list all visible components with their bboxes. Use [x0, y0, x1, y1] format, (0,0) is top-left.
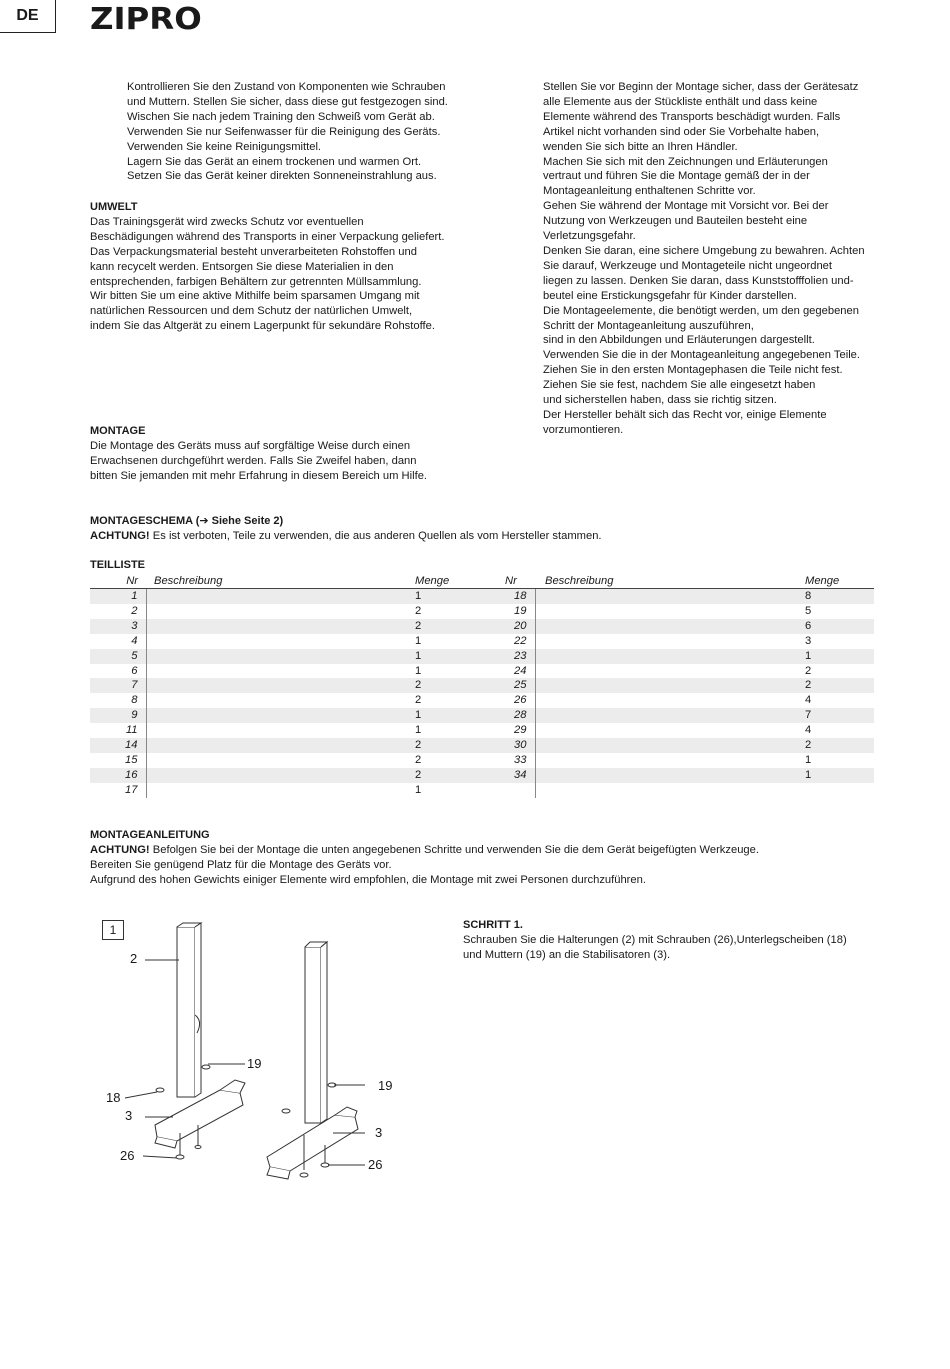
part-description — [535, 604, 805, 619]
part-number: 25 — [505, 678, 535, 693]
brand-logo: ZIPRO — [90, 2, 202, 37]
language-badge: DE — [0, 0, 56, 33]
part-number: 8 — [90, 693, 146, 708]
montageschema-warning — [90, 529, 890, 544]
callout-26-right: 26 — [368, 1157, 383, 1172]
callout-3-left: 3 — [125, 1108, 133, 1123]
callout-19-left: 19 — [247, 1056, 262, 1071]
part-description — [535, 708, 805, 723]
part-description — [535, 693, 805, 708]
header-nr-2: Nr — [505, 573, 535, 589]
part-description — [535, 634, 805, 649]
empty-cell — [805, 783, 874, 798]
part-quantity: 6 — [805, 619, 874, 634]
part-number: 33 — [505, 753, 535, 768]
part-number: 1 — [90, 589, 146, 604]
parts-table-header — [90, 573, 874, 589]
part-quantity: 8 — [805, 589, 874, 604]
part-number: 5 — [90, 649, 146, 664]
part-quantity: 2 — [415, 694, 422, 707]
part-number: 17 — [90, 783, 146, 798]
part-number: 22 — [505, 634, 535, 649]
part-number: 19 — [505, 604, 535, 619]
part-number: 14 — [90, 738, 146, 753]
step-1-illustration — [95, 915, 415, 1190]
part-quantity: 1 — [415, 708, 505, 723]
stabilizer-3-left — [155, 1090, 243, 1141]
part-number: 16 — [90, 768, 146, 783]
warning-label: ACHTUNG! — [90, 529, 150, 542]
table-row — [90, 619, 874, 634]
part-quantity: 1 — [415, 589, 505, 604]
part-number: 4 — [90, 634, 146, 649]
part-quantity: 5 — [805, 604, 812, 617]
part-quantity: 1 — [805, 649, 874, 664]
table-row — [90, 753, 874, 768]
part-description — [535, 619, 805, 634]
part-description — [146, 619, 415, 634]
header-menge: Menge — [415, 573, 505, 589]
table-row — [90, 783, 874, 798]
part-quantity: 1 — [805, 753, 812, 766]
part-description — [146, 723, 415, 738]
maintenance-text: Kontrollieren Sie den Zustand von Komponenten wie Schrauben und Muttern. Stellen Sie sicher, dass diese gut festgezogen sind. Wischen Sie nach jedem Training den Schweiß vom Gerät ab. Verwenden Sie nur Seifenwasser für die Reinigung des Geräts. Verwenden Sie keine Reinigungsmittel. Lagern Sie das Gerät an einem trockenen und warmen Ort. Setzen Sie das Gerät keiner direkten Sonneneinstrahlung aus. — [127, 81, 448, 183]
table-row — [90, 589, 874, 604]
part-description — [146, 589, 415, 604]
part-quantity: 1 — [805, 768, 874, 783]
part-quantity: 2 — [805, 678, 874, 693]
montage-heading: MONTAGE — [90, 425, 146, 437]
callout-18: 18 — [106, 1090, 121, 1105]
upright-2-left — [177, 927, 195, 1097]
header-description-2: Beschreibung — [535, 573, 805, 589]
part-quantity: 2 — [415, 738, 505, 753]
part-number: 9 — [90, 708, 146, 723]
montageschema-heading: MONTAGESCHEMA (➔ Siehe Seite 2) — [90, 515, 284, 527]
table-row — [90, 604, 874, 619]
table-row — [90, 738, 874, 753]
part-number: 6 — [90, 664, 146, 679]
callout-26-left: 26 — [120, 1148, 135, 1163]
table-row — [90, 693, 874, 708]
montageanleitung-line-2: Bereiten Sie genügend Platz für die Montage des Geräts vor. — [90, 858, 392, 871]
part-number: 11 — [90, 723, 146, 738]
montageanleitung-warning — [90, 843, 910, 858]
callout-3-right: 3 — [375, 1125, 383, 1140]
part-number: 34 — [505, 768, 535, 783]
step-1-body: Schrauben Sie die Halterungen (2) mit Schrauben (26),Unterlegscheiben (18) und Muttern (19) an die Stabilisatoren (3). — [463, 933, 847, 961]
part-quantity: 4 — [805, 694, 812, 707]
part-quantity: 2 — [415, 753, 422, 766]
empty-cell — [535, 783, 805, 798]
callout-19-right: 19 — [378, 1078, 393, 1093]
part-quantity: 2 — [805, 738, 874, 753]
part-quantity: 1 — [415, 664, 422, 677]
part-quantity: 2 — [415, 619, 505, 634]
part-description — [146, 783, 415, 798]
assembly-preparation-text: Stellen Sie vor Beginn der Montage sicher, dass der Gerätesatz alle Elemente aus der Stückliste enthält und dass keine Elemente während des Transports beschädigt wurden. Falls Artikel nicht vorhanden sind oder Sie Vorbehalte haben, wenden Sie sich bitte an Ihren Händler. Machen Sie sich mit den Zeichnungen und Erläuterungen vertraut und führen Sie die Montage gemäß der in der Montageanleitung enthaltenen Schritte vor. Gehen Sie während der Montage mit Vorsicht vor. Bei der Nutzung von Werkzeugen und Bauteilen besteht eine Verletzungsgefahr. Denken Sie daran, eine sichere Umgebung zu bewahren. Achten Sie darauf, Werkzeuge und Montageteile nicht ungeordnet liegen zu lassen. Denken Sie daran, dass Kunststofffolien und- beutel eine Erstickungsgefahr für Kinder darstellen. Die Montageelemente, die benötigt werden, um den gegebenen Schritt der Montageanleitung auszuführen, sind in den Abbildungen und Erläuterungen dargestellt. Verwenden Sie die in der Montageanleitung angegebenen Teile. Ziehen Sie in den ersten Montagephasen die Teile nicht fest. Ziehen Sie sie fest, nachdem Sie alle eingesetzt haben und sicherstellen haben, dass sie richtig sitzen. Der Hersteller behält sich das Recht vor, einige Elemente vorzumontieren. — [543, 81, 865, 436]
table-row — [90, 708, 874, 723]
part-quantity: 7 — [805, 708, 874, 723]
montageanleitung-heading: MONTAGEANLEITUNG — [90, 829, 210, 841]
part-description — [146, 664, 415, 679]
part-description — [535, 678, 805, 693]
warning-text-2: Befolgen Sie bei der Montage die unten angegebenen Schritte und verwenden Sie die dem Gerät beigefügten Werkzeuge. — [149, 843, 759, 856]
part-quantity: 1 — [415, 724, 422, 737]
part-quantity: 2 — [415, 678, 505, 693]
part-number: 3 — [90, 619, 146, 634]
umwelt-section — [90, 200, 500, 334]
part-number: 26 — [505, 693, 535, 708]
part-number: 2 — [90, 604, 146, 619]
montageanleitung-section — [90, 828, 910, 888]
part-quantity: 2 — [415, 604, 422, 617]
part-description — [146, 604, 415, 619]
header-description: Beschreibung — [146, 573, 415, 589]
table-row — [90, 649, 874, 664]
part-description — [535, 649, 805, 664]
part-description — [535, 664, 805, 679]
part-description — [146, 678, 415, 693]
part-quantity: 3 — [805, 634, 812, 647]
callout-2: 2 — [130, 951, 138, 966]
part-quantity: 2 — [415, 768, 505, 783]
part-description — [146, 753, 415, 768]
part-description — [146, 738, 415, 753]
part-description — [535, 589, 805, 604]
table-row — [90, 723, 874, 738]
part-description — [535, 753, 805, 768]
montageschema-section — [90, 514, 890, 544]
step-1-section — [463, 918, 903, 963]
umwelt-body: Das Trainingsgerät wird zwecks Schutz vor eventuellen Beschädigungen während des Transports in einer Verpackung geliefert. Das Verpackungsmaterial besteht unverarbeiteten Rohstoffen und kann recycelt werden. Entsorgen Sie diese Materialien in den entsprechenden, farbigen Behältern zur getrennten Müllsammlung. Wir bitten Sie um eine aktive Mithilfe beim sparsamen Umgang mit natürlichen Ressourcen und dem Schutz der natürlichen Umwelt, indem Sie das Altgerät zu einem Lagerpunkt für sekundäre Rohstoffe. — [90, 215, 445, 333]
empty-cell — [505, 783, 535, 798]
part-description — [535, 768, 805, 783]
montageanleitung-line-3: Aufgrund des hohen Gewichts einiger Elemente wird empfohlen, die Montage mit zwei Personen durchzuführen. — [90, 873, 646, 886]
umwelt-heading: UMWELT — [90, 201, 138, 213]
part-quantity: 2 — [805, 664, 812, 677]
part-description — [146, 708, 415, 723]
part-description — [535, 738, 805, 753]
parts-table — [90, 573, 874, 798]
upright-2-right — [305, 947, 321, 1123]
part-number: 18 — [505, 589, 535, 604]
montage-section — [90, 424, 500, 484]
part-quantity: 1 — [415, 649, 505, 664]
part-number: 24 — [505, 664, 535, 679]
part-number: 29 — [505, 723, 535, 738]
part-number: 28 — [505, 708, 535, 723]
warning-text: Es ist verboten, Teile zu verwenden, die aus anderen Quellen als vom Hersteller stammen. — [149, 529, 602, 542]
part-quantity: 1 — [415, 783, 422, 796]
part-number: 20 — [505, 619, 535, 634]
table-row — [90, 634, 874, 649]
part-quantity: 4 — [805, 724, 812, 737]
part-number: 7 — [90, 678, 146, 693]
part-description — [535, 723, 805, 738]
part-description — [146, 634, 415, 649]
header-nr: Nr — [90, 573, 146, 589]
part-description — [146, 649, 415, 664]
table-row — [90, 678, 874, 693]
part-number: 23 — [505, 649, 535, 664]
montage-body: Die Montage des Geräts muss auf sorgfältige Weise durch einen Erwachsenen durchgeführt werden. Falls Sie Zweifel haben, dann bitten Sie jemanden mit mehr Erfahrung in diesem Bereich um Hilfe. — [90, 439, 428, 482]
table-row — [90, 768, 874, 783]
teilliste-heading: TEILLISTE — [90, 559, 145, 571]
step-number-box: 1 — [102, 920, 124, 940]
part-description — [146, 768, 415, 783]
step-1-heading: SCHRITT 1. — [463, 919, 523, 931]
warning-label-2: ACHTUNG! — [90, 843, 150, 856]
table-row — [90, 664, 874, 679]
part-description — [146, 693, 415, 708]
header-menge-2: Menge — [805, 573, 874, 589]
part-number: 30 — [505, 738, 535, 753]
part-number: 15 — [90, 753, 146, 768]
part-quantity: 1 — [415, 634, 422, 647]
